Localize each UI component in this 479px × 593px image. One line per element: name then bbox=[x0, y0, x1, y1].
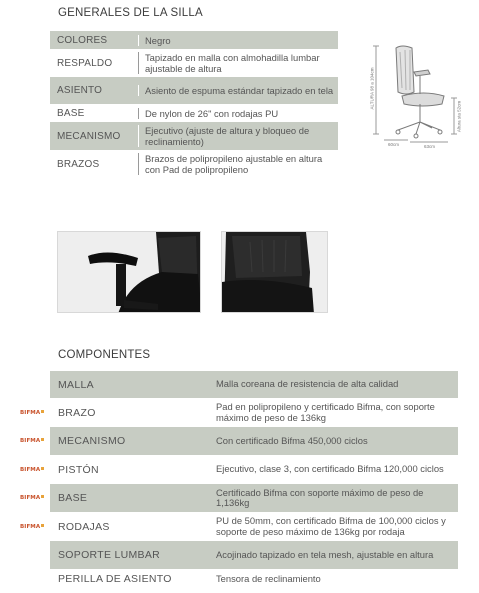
component-value: Tensora de reclinamiento bbox=[216, 572, 321, 584]
component-label: PERILLA DE ASIENTO bbox=[58, 573, 172, 585]
components-section-title: COMPONENTES bbox=[58, 349, 151, 361]
spec-row-mecanismo bbox=[50, 122, 338, 150]
component-label: RODAJAS bbox=[58, 520, 110, 533]
component-label: PISTÓN bbox=[58, 463, 99, 476]
width-dimension-label: 63cm bbox=[424, 144, 436, 149]
general-section-title: GENERALES DE LA SILLA bbox=[58, 7, 203, 19]
spec-value: Negro bbox=[138, 35, 338, 46]
component-row-perilla-de-asiento bbox=[50, 569, 458, 589]
spec-label: COLORES bbox=[57, 34, 108, 46]
spec-label: BRAZOS bbox=[57, 158, 100, 170]
component-label: BASE bbox=[58, 492, 88, 504]
spec-row-asiento bbox=[50, 77, 338, 104]
seat-height-dimension-label: Altura sta 52cm bbox=[456, 100, 462, 133]
component-row-rodajas bbox=[20, 512, 458, 541]
spec-value: Asiento de espuma estándar tapizado en tela bbox=[138, 85, 338, 96]
spec-row-brazos bbox=[50, 150, 338, 178]
component-value: Pad en polipropileno y certificado Bifma, con soporte máximo de peso de 136kg bbox=[216, 401, 435, 423]
component-label: MECANISMO bbox=[58, 435, 126, 447]
components-table bbox=[20, 371, 458, 589]
chair-dimension-diagram bbox=[362, 38, 474, 150]
component-value: Malla coreana de resistencia de alta calidad bbox=[216, 378, 399, 390]
component-row-base bbox=[20, 484, 458, 512]
backrest-detail-photo bbox=[221, 231, 328, 313]
spec-label: RESPALDO bbox=[57, 57, 113, 69]
armrest-detail-photo bbox=[57, 231, 201, 313]
bifma-logo-icon: BIFMA bbox=[20, 467, 44, 473]
component-row-soporte-lumbar bbox=[50, 541, 458, 569]
bifma-logo-icon: BIFMA bbox=[20, 524, 44, 530]
spec-value: De nylon de 26" con rodajas PU bbox=[138, 108, 338, 119]
component-label: MALLA bbox=[58, 378, 94, 391]
component-value: Certificado Bifma con soporte máximo de peso de 1,136kg bbox=[216, 486, 424, 508]
component-row-piston bbox=[20, 455, 458, 484]
height-dimension-label: ALTURA 98 a 104cm bbox=[369, 67, 375, 110]
bifma-logo-icon: BIFMA bbox=[20, 495, 44, 501]
spec-row-respaldo bbox=[50, 49, 338, 77]
depth-dimension-label: 60cm bbox=[388, 142, 400, 147]
component-row-mecanismo bbox=[20, 427, 458, 455]
component-row-brazo bbox=[20, 398, 458, 427]
spec-row-base bbox=[50, 104, 338, 122]
spec-label: MECANISMO bbox=[57, 130, 121, 142]
spec-value: Tapizado en malla con almohadilla lumbar ajustable de altura bbox=[138, 52, 338, 74]
bifma-logo-icon: BIFMA bbox=[20, 438, 44, 444]
spec-value: Brazos de polipropileno ajustable en altura con Pad de polipropileno bbox=[138, 153, 338, 175]
component-label: BRAZO bbox=[58, 406, 96, 419]
component-value: Acojinado tapizado en tela mesh, ajustable en altura bbox=[216, 548, 434, 560]
spec-value: Ejecutivo (ajuste de altura y bloqueo de reclinamiento) bbox=[138, 125, 338, 147]
general-spec-table bbox=[50, 31, 338, 178]
component-value: PU de 50mm, con certificado Bifma de 100,000 ciclos y soporte de peso máximo de 136kg por rodaja bbox=[216, 515, 446, 537]
component-value: Ejecutivo, clase 3, con certificado Bifma 120,000 ciclos bbox=[216, 463, 444, 475]
component-value: Con certificado Bifma 450,000 ciclos bbox=[216, 434, 368, 446]
spec-label: ASIENTO bbox=[57, 85, 103, 96]
bifma-logo-icon: BIFMA bbox=[20, 410, 44, 416]
component-label: SOPORTE LUMBAR bbox=[58, 549, 161, 561]
component-row-malla bbox=[50, 371, 458, 398]
spec-label: BASE bbox=[57, 107, 85, 119]
spec-row-colores bbox=[50, 31, 338, 49]
